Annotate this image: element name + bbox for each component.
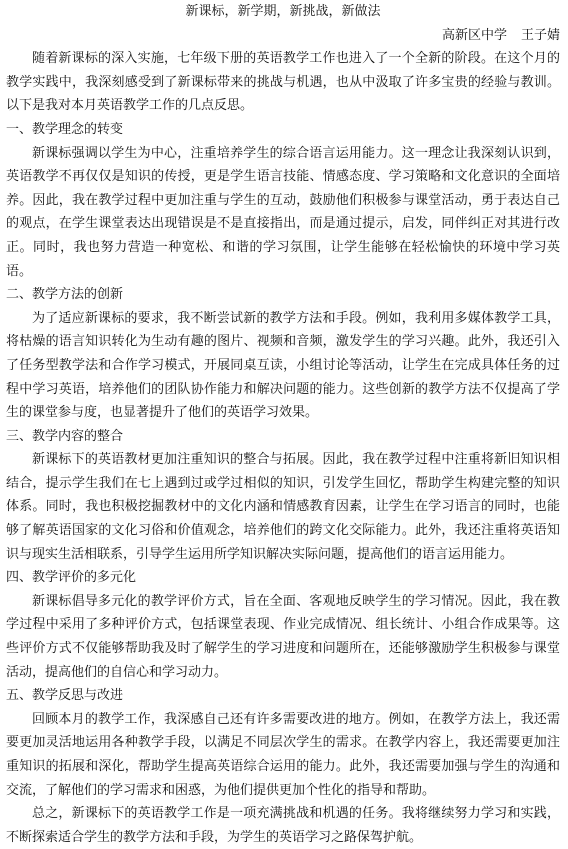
section-paragraph: 为了适应新课标的要求，我不断尝试新的教学方法和手段。例如，我利用多媒体教学工具，将枯燥的语言知识转化为生动有趣的图片、视频和音频，激发学生的学习兴趣。此外，我还引入了任务型教学法和合作学习模式，开展同桌互读，小组讨论等活动，让学生在完成具体任务的过程中学习英语，培养他们的团队协作能力和解决问题的能力。这些创新的教学方法不仅提高了学生的课堂参与度，也显著提升了他们的英语学习效果。 [6,310,560,421]
section-heading: 一、教学理念的转变 [6,121,124,137]
conclusion-paragraph: 总之，新课标下的英语教学工作是一项充满挑战和机遇的任务。我将继续努力学习和实践，不断探索适合学生的教学方法和手段，为学生的英语学习之路保驾护航。 [6,806,560,845]
section-paragraph: 新课标下的英语教材更加注重知识的整合与拓展。因此，我在教学过程中注重将新旧知识相结合，提示学生我们在七上遇到过或学过相似的知识，引发学生回忆，帮助学生构建完整的知识体系。同时，我也积极挖掘教材中的文化内涵和情感教育因素，让学生在学习语言的同时，也能够了解英语国家的文化习俗和价值观念，培养他们的跨文化交际能力。此外，我还注重将英语知识与现实生活相联系，引导学生运用所学知识解决实际问题，提高他们的语言运用能力。 [6,452,560,562]
school-name: 高新区中学 [441,27,507,43]
author-name: 王子婧 [520,27,560,43]
section-heading: 五、教学反思与改进 [6,688,124,704]
section-heading: 二、教学方法的创新 [6,287,124,303]
intro-paragraph: 随着新课标的深入实施，七年级下册的英语教学工作也进入了一个全新的阶段。在这个月的教学实践中，我深刻感受到了新课标带来的挑战与机遇，也从中汲取了许多宝贵的经验与教训。以下是我对本月英语教学工作的几点反思。 [6,51,560,114]
section-paragraph: 新课标强调以学生为中心，注重培养学生的综合语言运用能力。这一理念让我深刻认识到，英语教学不再仅仅是知识的传授，更是学生语言技能、情感态度、学习策略和文化意识的全面培养。因此，我在教学过程中更加注重与学生的互动，鼓励他们积极参与课堂活动，勇于表达自己的观点，在学生课堂表达出现错误是不是直接指出，而是通过提示，启发，同伴纠正对其进行改正。同时，我也努力营造一种宽松、和谐的学习氛围，让学生能够在轻松愉快的环境中学习英语。 [6,145,560,279]
section-heading: 三、教学内容的整合 [6,428,124,444]
document-title: 新课标，新学期，新挑战，新做法 [185,4,381,19]
author-line [6,24,560,48]
section-heading: 四、教学评价的多元化 [6,570,137,586]
section-paragraph: 新课标倡导多元化的教学评价方式，旨在全面、客观地反映学生的学习情况。因此，我在教学过程中采用了多种评价方式，包括课堂表现、作业完成情况、组长统计、小组合作成果等。这些评价方式不仅能够帮助我及时了解学生的学习进度和问题所在，还能够激励学生积极参与课堂活动，提高他们的自信心和学习动力。 [6,593,560,680]
section-paragraph: 回顾本月的教学工作，我深感自己还有许多需要改进的地方。例如，在教学方法上，我还需要更加灵活地运用各种教学手段，以满足不同层次学生的需求。在教学内容上，我还需要更加注重知识的拓展和深化，帮助学生提高英语综合运用的能力。此外，我还需要加强与学生的沟通和交流，了解他们的学习需求和困惑，为他们提供更加个性化的指导和帮助。 [6,711,560,798]
